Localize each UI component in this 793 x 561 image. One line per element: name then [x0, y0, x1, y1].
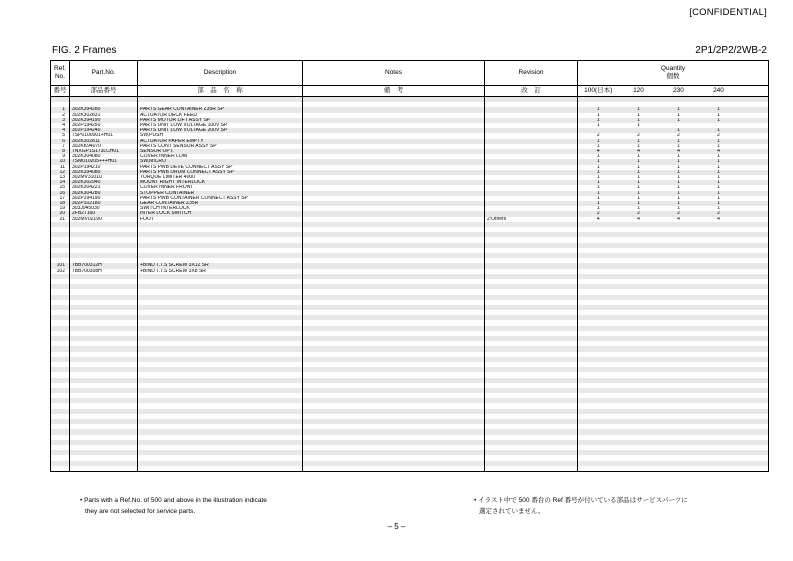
description-cell: PARTS CONT SENSOR ASSY SP: [138, 144, 303, 149]
part-no-cell: 7BB700308H: [70, 269, 138, 274]
qty-100-cell: 1: [578, 201, 619, 206]
ref-cell: [51, 466, 70, 472]
page-number: – 5 –: [387, 522, 406, 531]
qty-240-cell: 4: [699, 149, 739, 154]
parts-table: [50, 60, 769, 472]
qty-230-cell: 1: [659, 191, 699, 196]
part-no-cell: 302P194250: [70, 123, 138, 128]
footnote-english: [80, 495, 267, 517]
ref-cell: 19: [51, 206, 70, 211]
part-no-cell: 302MV02190: [70, 217, 138, 222]
qty-230-cell: 1: [659, 185, 699, 190]
col-ref-header-jp: 番号: [51, 86, 70, 97]
qty-240-cell: 1: [699, 139, 739, 144]
part-no-cell: 302K394190: [70, 118, 138, 123]
description-cell: ACTUATOR PAPER EMPTY: [138, 139, 303, 144]
qty-240-cell: 1: [699, 185, 739, 190]
qty-240-cell: 1: [699, 113, 739, 118]
description-cell: TORQUE LIMITER 4000: [138, 175, 303, 180]
description-cell: PARTS MOTOR LIFT ASSY SP: [138, 118, 303, 123]
qty-230-cell: 1: [659, 159, 699, 164]
qty-120-cell: 1: [619, 139, 659, 144]
description-cell: [138, 466, 303, 472]
parts-table-wrapper: [50, 60, 768, 472]
qty-240-cell: 2: [699, 133, 739, 138]
qty-240-cell: 1: [699, 180, 739, 185]
description-cell: FOOT: [138, 217, 303, 222]
part-no-cell: 7BB700312H: [70, 263, 138, 268]
qty-120-cell: 1: [619, 175, 659, 180]
table-row: [51, 466, 769, 472]
ref-cell: 18: [51, 201, 70, 206]
qty-100-cell: 1: [578, 196, 619, 201]
col-ref-header: Ref. No.: [51, 61, 70, 86]
qty-230-cell: 1: [659, 118, 699, 123]
part-no-cell: 302K302940: [70, 180, 138, 185]
part-no-cell: 302P194210: [70, 165, 138, 170]
description-cell: STOPPER CONTAINER: [138, 191, 303, 196]
col-qty-spacer: [739, 86, 769, 97]
part-no-cell: 7SP0100001+H01: [70, 133, 138, 138]
part-no-cell: 7NXGP1S173LCH01: [70, 149, 138, 154]
col-notes-header: Notes: [303, 61, 485, 86]
col-quantity-header: Quantity 個数: [578, 61, 769, 86]
col-description-header: Description: [138, 61, 303, 86]
qty-230-cell: 1: [659, 206, 699, 211]
footnote-japanese-line-2: 選定されていません。: [479, 508, 545, 515]
qty-230-cell: 1: [659, 175, 699, 180]
qty-230-cell: 1: [659, 144, 699, 149]
description-cell: INTER LOCK SWITCH: [138, 211, 303, 216]
ref-cell: 8: [51, 149, 70, 154]
qty-120-cell: 1: [619, 165, 659, 170]
description-cell: ACTUATOR DECK FEED: [138, 113, 303, 118]
qty-230-cell: 1: [659, 154, 699, 159]
part-no-cell: 302P194240: [70, 128, 138, 133]
qty-240-cell: 1: [699, 144, 739, 149]
qty-240-cell: 1: [699, 118, 739, 123]
qty-240-cell: 2: [699, 211, 739, 216]
qty-240-cell: 1: [699, 159, 739, 164]
model-number: 2P1/2P2/2WB-2: [695, 45, 767, 56]
part-no-cell: 7SM010205+++H01: [70, 159, 138, 164]
footnote-english-line-2: they are not selected for service parts.: [85, 508, 196, 515]
ref-cell: 12: [51, 170, 70, 175]
part-no-cell: 302K304221: [70, 185, 138, 190]
qty-240-cell: 1: [699, 128, 739, 133]
part-no-cell: 302P194190: [70, 196, 138, 201]
footnote-japanese: [474, 495, 688, 517]
description-cell: COVER INNER FRONT: [138, 185, 303, 190]
description-cell: SW,MICRO: [138, 159, 303, 164]
revision-cell: 2:Others: [485, 217, 578, 222]
description-cell: PARTS PWB DEVE CONNECT ASSY SP: [138, 165, 303, 170]
qty-120-cell: 1: [619, 170, 659, 175]
ref-cell: 15: [51, 185, 70, 190]
qty-100-cell: 1: [578, 123, 619, 128]
qty-230-cell: 4: [659, 217, 699, 222]
col-revision-header-jp: 改 訂: [485, 86, 578, 97]
ref-cell: 21: [51, 217, 70, 222]
ref-cell: 17: [51, 196, 70, 201]
description-cell: SENSOR OPT.: [138, 149, 303, 154]
qty-100-cell: 1: [578, 118, 619, 123]
qty-100-cell: 1: [578, 175, 619, 180]
part-no-cell: 302MV31010: [70, 175, 138, 180]
part-no-cell: [70, 466, 138, 472]
qty-120-cell: [619, 466, 659, 472]
qty-240-cell: 1: [699, 170, 739, 175]
footnote-english-line-1: • Parts with a Ref.No. of 500 and above in the illustration indicate: [80, 497, 267, 504]
qty-120-cell: 1: [619, 107, 659, 112]
qty-120-cell: 1: [619, 118, 659, 123]
ref-cell: 6: [51, 139, 70, 144]
col-qty-240: 240: [699, 86, 739, 97]
ref-cell: 4: [51, 128, 70, 133]
qty-120-cell: 1: [619, 113, 659, 118]
description-cell: +BIND T.T.S SCREW 3X12 SR: [138, 263, 303, 268]
ref-cell: 4: [51, 123, 70, 128]
qty-240-cell: 1: [699, 165, 739, 170]
qty-120-cell: 4: [619, 217, 659, 222]
ref-cell: 13: [51, 175, 70, 180]
qty-100-cell: 1: [578, 185, 619, 190]
qty-100-cell: 1: [578, 139, 619, 144]
ref-cell: 1: [51, 107, 70, 112]
qty-120-cell: 1: [619, 206, 659, 211]
qty-120-cell: 1: [619, 185, 659, 190]
ref-cell: 11: [51, 165, 70, 170]
qty-100-cell: 1: [578, 113, 619, 118]
qty-240-cell: 1: [699, 175, 739, 180]
part-no-cell: 302K302811: [70, 139, 138, 144]
qty-230-cell: 1: [659, 128, 699, 133]
qty-230-cell: [659, 466, 699, 472]
qty-120-cell: 1: [619, 191, 659, 196]
col-qty-230: 230: [659, 86, 699, 97]
qty-230-cell: 2: [659, 133, 699, 138]
description-cell: SWITCH INTERLOCK: [138, 206, 303, 211]
description-cell: PARTS UNIT LOW VOLTAGE 100V SP: [138, 123, 303, 128]
qty-120-cell: 1: [619, 196, 659, 201]
qty-100-cell: 4: [578, 217, 619, 222]
qty-240-cell: 1: [699, 196, 739, 201]
qty-100-cell: 1: [578, 159, 619, 164]
figure-title: FIG. 2 Frames: [52, 45, 117, 56]
qty-120-cell: 1: [619, 159, 659, 164]
qty-spacer-cell: [739, 466, 769, 472]
qty-100-cell: 1: [578, 170, 619, 175]
qty-230-cell: 1: [659, 139, 699, 144]
confidential-label: [CONFIDENTIAL]: [689, 7, 767, 18]
description-cell: COVER INNER LOW: [138, 154, 303, 159]
ref-cell: 10: [51, 159, 70, 164]
qty-240-cell: 1: [699, 206, 739, 211]
col-revision-header: Revision: [485, 61, 578, 86]
part-no-cell: 302KK94070: [70, 144, 138, 149]
qty-100-cell: 1: [578, 107, 619, 112]
qty-240-cell: [699, 466, 739, 472]
qty-230-cell: 1: [659, 170, 699, 175]
qty-120-cell: 1: [619, 154, 659, 159]
ref-cell: 102: [51, 269, 70, 274]
qty-230-cell: 1: [659, 201, 699, 206]
qty-240-cell: 1: [699, 191, 739, 196]
qty-100-cell: 2: [578, 211, 619, 216]
qty-120-cell: 1: [619, 180, 659, 185]
part-no-cell: 302K304280: [70, 191, 138, 196]
description-cell: +BIND T.T.S SCREW 3X8 SR: [138, 269, 303, 274]
qty-120-cell: 4: [619, 149, 659, 154]
description-cell: PARTS PWB CONTAINER CONNECT ASSY SP: [138, 196, 303, 201]
description-cell: PARTS UNIT LOW VOLTAGE 200V SP: [138, 128, 303, 133]
ref-cell: 9: [51, 154, 70, 159]
qty-120-cell: 1: [619, 123, 659, 128]
qty-100-cell: 1: [578, 206, 619, 211]
qty-120-cell: 1: [619, 144, 659, 149]
description-cell: PARTS PWB DRUM CONNECT ASSY SP: [138, 170, 303, 175]
ref-cell: 2: [51, 113, 70, 118]
notes-cell: [303, 466, 485, 472]
ref-cell: 20: [51, 211, 70, 216]
description-cell: GEAR CONTAINER Z35R: [138, 201, 303, 206]
qty-230-cell: 4: [659, 149, 699, 154]
qty-240-cell: 1: [699, 107, 739, 112]
qty-230-cell: 1: [659, 180, 699, 185]
part-no-cell: 303J945030: [70, 206, 138, 211]
part-no-cell: 302K394280: [70, 107, 138, 112]
qty-230-cell: 1: [659, 113, 699, 118]
qty-120-cell: 1: [619, 201, 659, 206]
qty-230-cell: 1: [659, 196, 699, 201]
qty-240-cell: 1: [699, 154, 739, 159]
qty-230-cell: 1: [659, 165, 699, 170]
ref-cell: 101: [51, 263, 70, 268]
part-no-cell: 302K304080: [70, 154, 138, 159]
ref-cell: 7: [51, 144, 70, 149]
revision-cell: [485, 466, 578, 472]
qty-120-cell: 2: [619, 211, 659, 216]
ref-cell: 3: [51, 118, 70, 123]
col-part-no-header-jp: 部品番号: [70, 86, 138, 97]
qty-100-cell: [578, 466, 619, 472]
part-no-cell: 302P102180: [70, 201, 138, 206]
qty-230-cell: 2: [659, 211, 699, 216]
qty-240-cell: 1: [699, 201, 739, 206]
footnote-japanese-line-1: • イラスト中で 500 番台の Ref 番号が付いている部品はサービスパーツに: [474, 497, 688, 504]
description-cell: MOUNT RIGHT INTERLOCK: [138, 180, 303, 185]
qty-120-cell: 2: [619, 133, 659, 138]
description-cell: PARTS GEAR CONTAINER Z35R SP: [138, 107, 303, 112]
parts-table-body: [51, 97, 769, 472]
qty-240-cell: 4: [699, 217, 739, 222]
qty-100-cell: 1: [578, 180, 619, 185]
qty-100-cell: 1: [578, 144, 619, 149]
col-qty-100: 100(日本): [578, 86, 619, 97]
description-cell: SW,PUSH: [138, 133, 303, 138]
part-no-cell: 302K394080: [70, 170, 138, 175]
qty-100-cell: 2: [578, 133, 619, 138]
col-notes-header-jp: 備 考: [303, 86, 485, 97]
ref-cell: 16: [51, 191, 70, 196]
qty-100-cell: 1: [578, 191, 619, 196]
ref-cell: 5: [51, 133, 70, 138]
col-part-no-header: Part.No.: [70, 61, 138, 86]
qty-100-cell: 4: [578, 149, 619, 154]
part-no-cell: 302K302831: [70, 113, 138, 118]
col-description-header-jp: 部 品 名 称: [138, 86, 303, 97]
part-no-cell: 2FB27160: [70, 211, 138, 216]
qty-100-cell: 1: [578, 165, 619, 170]
col-qty-120: 120: [619, 86, 659, 97]
qty-230-cell: 1: [659, 107, 699, 112]
ref-cell: 14: [51, 180, 70, 185]
qty-100-cell: 1: [578, 154, 619, 159]
